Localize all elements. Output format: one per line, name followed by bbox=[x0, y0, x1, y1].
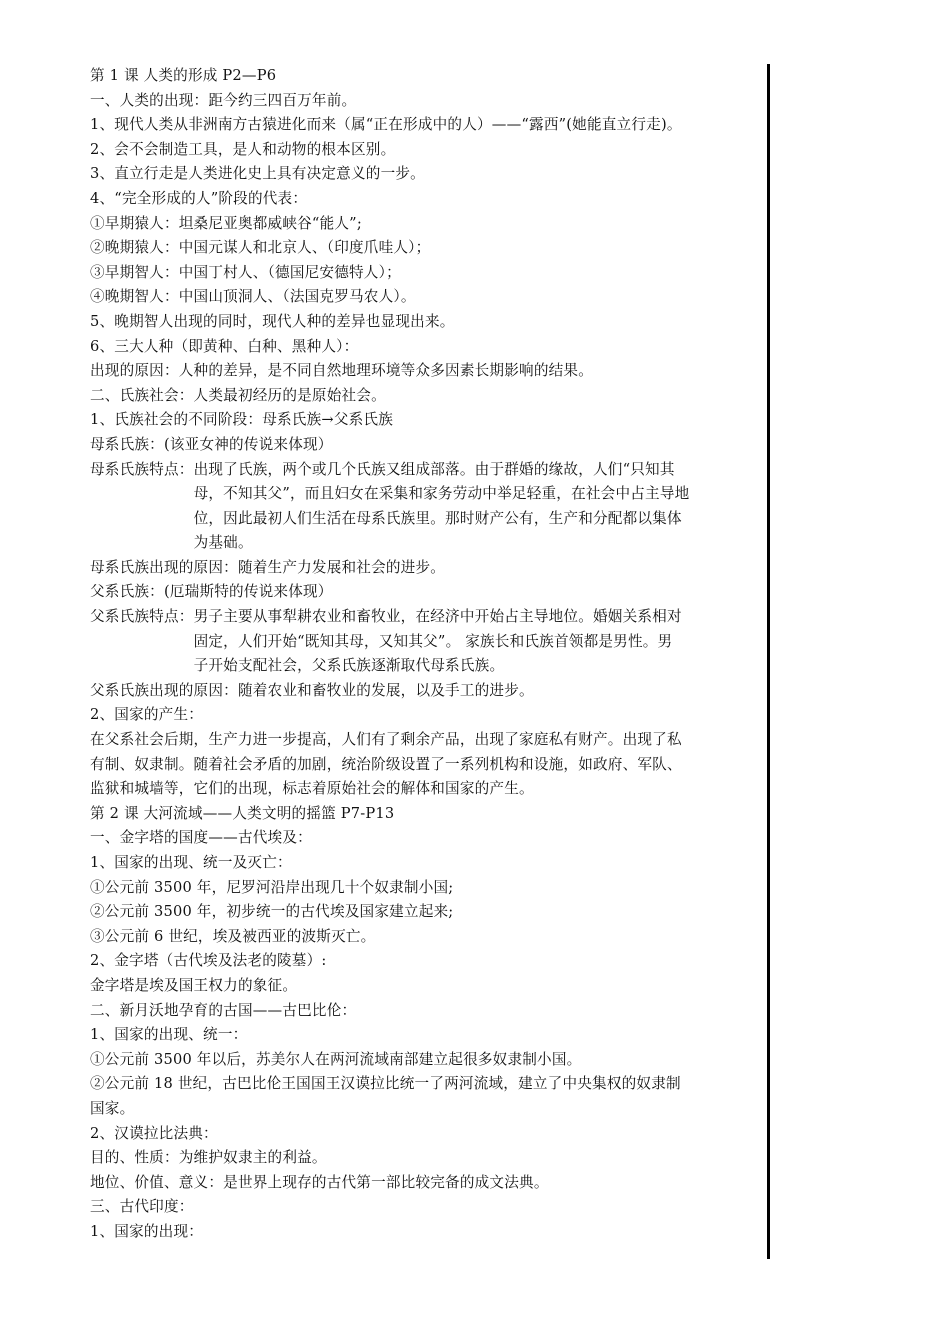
text-line: 为基础。 bbox=[193, 534, 253, 552]
document-page bbox=[90, 64, 765, 1245]
text-line: 母系氏族出现的原因：随着生产力发展和社会的进步。 bbox=[90, 558, 446, 576]
text-line: 固定，人们开始“既知其母，又知其父”。 家族长和氏族首领都是男性。男 bbox=[193, 632, 673, 650]
text-line: 第 1 课 人类的形成 P2—P6 bbox=[90, 67, 277, 84]
text-line: 2、金字塔（古代埃及法老的陵墓）: bbox=[90, 952, 327, 970]
text-line: 1、国家的出现： bbox=[90, 1222, 204, 1240]
text-line: 第 2 课 大河流域——人类文明的摇篮 P7-P13 bbox=[90, 804, 395, 822]
matriarchal-features-body bbox=[194, 458, 765, 556]
text-line: 一、金字塔的国度——古代埃及： bbox=[90, 829, 312, 847]
text-line: 三、古代印度： bbox=[90, 1198, 194, 1216]
text-line: 母系氏族：(该亚女神的传说来体现） bbox=[90, 435, 333, 453]
text-line: ①公元前 3500 年以后，苏美尔人在两河流域南部建立起很多奴隶制小国。 bbox=[90, 1050, 582, 1068]
text-line: 2、汉谟拉比法典： bbox=[90, 1124, 218, 1142]
text-line: 2、会不会制造工具，是人和动物的根本区别。 bbox=[90, 140, 396, 158]
text-line: 1、国家的出现、统一及灭亡： bbox=[90, 854, 292, 871]
text-line: 男子主要从事犁耕农业和畜牧业，在经济中开始占主导地位。婚姻关系相对 bbox=[193, 608, 682, 626]
text-line: 监狱和城墙等，它们的出现，标志着原始社会的解体和国家的产生。 bbox=[90, 780, 534, 798]
text-line: 4、“完全形成的人”阶段的代表： bbox=[90, 189, 308, 207]
text-line: ③早期智人：中国丁村人、（德国尼安德特人）； bbox=[90, 263, 401, 281]
text-line: 出现的原因：人种的差异，是不同自然地理环境等众多因素长期影响的结果。 bbox=[90, 362, 593, 380]
text-line: 二、新月沃地孕育的古国——古巴比伦： bbox=[90, 1001, 357, 1019]
patriarchal-features-body bbox=[194, 605, 765, 679]
text-line: 目的、性质：为维护奴隶主的利益。 bbox=[90, 1149, 327, 1167]
text-line: 3、直立行走是人类进化史上具有决定意义的一步。 bbox=[90, 165, 425, 183]
text-line: 父系氏族：(厄瑞斯特的传说来体现） bbox=[90, 583, 333, 601]
text-line: 子开始支配社会，父系氏族逐渐取代母系氏族。 bbox=[193, 657, 505, 675]
text-line: ②公元前 18 世纪，古巴比伦王国国王汉谟拉比统一了两河流域，建立了中央集权的奴隶制 bbox=[90, 1075, 681, 1093]
text-block-2 bbox=[90, 556, 765, 605]
text-line: ③公元前 6 世纪，埃及被西亚的波斯灭亡。 bbox=[90, 927, 376, 945]
text-line: 5、晚期智人出现的同时，现代人种的差异也显现出来。 bbox=[90, 312, 455, 330]
patriarchal-features bbox=[90, 605, 765, 679]
text-block-3 bbox=[90, 679, 765, 1245]
margin-rule bbox=[767, 64, 770, 1259]
text-line: 位，因此最初人们生活在母系氏族里。那时财产公有，生产和分配都以集体 bbox=[193, 509, 682, 527]
text-line: 有制、奴隶制。随着社会矛盾的加剧，统治阶级设置了一系列机构和设施，如政府、军队、 bbox=[90, 755, 682, 773]
text-line: ①早期猿人：坦桑尼亚奥都威峡谷“能人”; bbox=[90, 214, 362, 232]
patriarchal-features-label: 父系氏族特点： bbox=[90, 608, 194, 626]
text-line: 1、国家的出现、统一： bbox=[90, 1026, 248, 1044]
matriarchal-features bbox=[90, 458, 765, 556]
text-line: 地位、价值、意义：是世界上现存的古代第一部比较完备的成文法典。 bbox=[90, 1173, 549, 1191]
text-block-1 bbox=[90, 64, 765, 458]
text-line: 母，不知其父”，而且妇女在采集和家务劳动中举足轻重，在社会中占主导地 bbox=[193, 485, 690, 503]
text-line: 二、氏族社会：人类最初经历的是原始社会。 bbox=[90, 386, 386, 404]
text-line: 1、氏族社会的不同阶段：母系氏族→父系氏族 bbox=[90, 411, 393, 429]
text-line: 出现了氏族，两个或几个氏族又组成部落。由于群婚的缘故，人们“只知其 bbox=[193, 460, 675, 478]
text-line: 2、国家的产生： bbox=[90, 706, 204, 724]
matriarchal-features-label: 母系氏族特点： bbox=[90, 460, 194, 478]
text-line: ②公元前 3500 年，初步统一的古代埃及国家建立起来; bbox=[90, 903, 454, 921]
text-line: 1、现代人类从非洲南方古猿进化而来（属“正在形成中的人）——“露西”(她能直立行走)。 bbox=[90, 116, 682, 134]
text-line: ④晚期智人：中国山顶洞人、（法国克罗马农人）。 bbox=[90, 288, 416, 306]
text-line: 在父系社会后期，生产力进一步提高，人们有了剩余产品，出现了家庭私有财产。出现了私 bbox=[90, 731, 682, 749]
text-line: 金字塔是埃及国王权力的象征。 bbox=[90, 976, 298, 994]
text-line: ①公元前 3500 年，尼罗河沿岸出现几十个奴隶制小国; bbox=[90, 878, 454, 896]
text-line: ②晚期猿人：中国元谋人和北京人、（印度爪哇人）； bbox=[90, 239, 431, 257]
text-line: 一、人类的出现：距今约三四百万年前。 bbox=[90, 91, 357, 109]
text-line: 6、三大人种（即黄种、白种、黑种人）： bbox=[90, 337, 359, 355]
text-line: 国家。 bbox=[90, 1099, 135, 1117]
text-line: 父系氏族出现的原因：随着农业和畜牧业的发展，以及手工的进步。 bbox=[90, 681, 534, 699]
